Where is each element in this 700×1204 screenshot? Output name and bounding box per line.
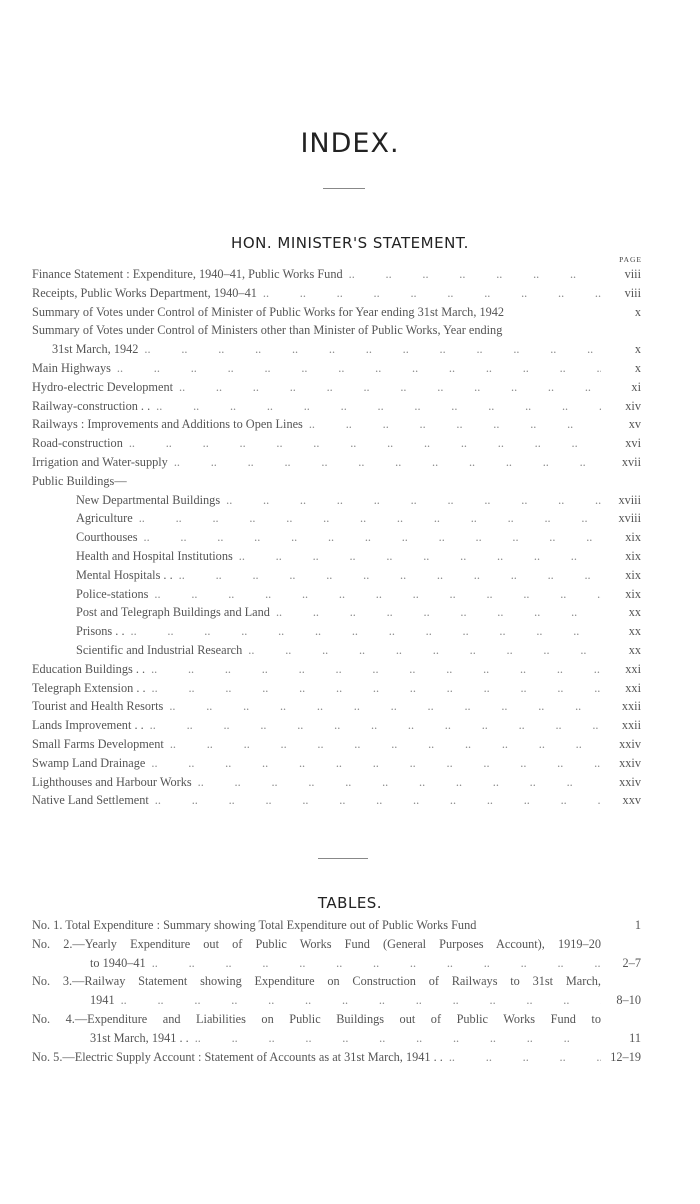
index-entry-label: Summary of Votes under Control of Minister of Public Works for Year ending 31st March, 1942 — [32, 304, 505, 319]
dot-leader — [145, 660, 601, 679]
table-entry-label: No. 5.—Electric Supply Account : Statement of Accounts as at 31st March, 1941 . . — [32, 1049, 443, 1064]
table-entry-label: 1941 — [90, 993, 115, 1008]
index-entry-page: xxi — [625, 661, 641, 676]
index-entry-label: Lands Improvement . . — [32, 718, 144, 733]
table-entry-label: No. 3.—Railway Statement showing Expenditure on Construction of Railways to 31st March, — [32, 974, 601, 989]
dot-leader — [115, 991, 601, 1010]
index-entry-page: xxiv — [619, 736, 641, 751]
index-entry — [32, 378, 641, 397]
dot-leader — [125, 622, 601, 641]
index-entry-page: xxii — [621, 699, 641, 714]
dot-leader — [270, 603, 601, 622]
index-entry — [32, 528, 641, 547]
index-entry — [32, 735, 641, 754]
index-entry — [32, 641, 641, 660]
index-entry-label: New Departmental Buildings — [76, 492, 221, 507]
dot-leader — [149, 791, 601, 810]
dot-leader — [150, 397, 601, 416]
minister-statement-heading: HON. MINISTER'S STATEMENT. — [231, 234, 469, 252]
index-entry-label: Lighthouses and Harbour Works — [32, 774, 192, 789]
index-entry — [32, 660, 641, 679]
index-entry — [32, 754, 641, 773]
table-entry-page: 1 — [634, 918, 641, 932]
index-entry-label: Hydro-electric Development — [32, 379, 174, 394]
table-entry-page: 12–19 — [610, 1049, 641, 1064]
dot-leader — [144, 716, 601, 735]
index-entry — [32, 265, 641, 284]
dot-leader — [145, 754, 601, 773]
table-entry — [32, 935, 641, 973]
tables-index — [32, 916, 641, 1066]
index-entry-label: Main Highways — [32, 360, 111, 375]
index-entry-label: Telegraph Extension . . — [32, 680, 146, 695]
index-entry — [32, 547, 641, 566]
title-divider — [323, 188, 365, 189]
dot-leader — [303, 415, 601, 434]
section-divider — [318, 858, 368, 859]
dot-leader — [173, 566, 601, 585]
dot-leader — [111, 359, 601, 378]
index-entry-page: xx — [628, 624, 641, 639]
index-entry-page: xvii — [621, 454, 641, 469]
dot-leader — [242, 641, 601, 660]
index-entry-page: viii — [624, 285, 641, 300]
index-entry — [32, 566, 641, 585]
index-entry-label: Courthouses — [76, 530, 138, 545]
dot-leader — [163, 697, 601, 716]
index-entry-page: xviii — [618, 511, 641, 526]
page-title: INDEX. — [300, 128, 400, 159]
table-entry — [32, 1010, 641, 1048]
dot-leader — [257, 284, 601, 303]
index-entry-label: Post and Telegraph Buildings and Land — [76, 605, 270, 620]
table-entry-page: 8–10 — [616, 993, 641, 1008]
index-entry-label: Tourist and Health Resorts — [32, 699, 164, 714]
dot-leader — [443, 1048, 601, 1067]
index-entry — [32, 716, 641, 735]
index-entry-page: xx — [628, 605, 641, 620]
dot-leader — [123, 434, 601, 453]
index-entry-page: xxiv — [619, 755, 641, 770]
index-entry-label: 31st March, 1942 — [52, 342, 139, 357]
index-entry — [32, 491, 641, 510]
index-entry — [32, 622, 641, 641]
index-entry — [32, 321, 641, 359]
table-entry-page: 11 — [629, 1030, 641, 1045]
index-entry-label: Scientific and Industrial Research — [76, 642, 243, 657]
index-entry-page: x — [634, 304, 641, 319]
minister-statement-index — [32, 265, 641, 810]
index-entry-label: Agriculture — [76, 511, 133, 526]
dot-leader — [148, 585, 601, 604]
dot-leader — [233, 547, 601, 566]
index-entry-label: Irrigation and Water-supply — [32, 454, 168, 469]
table-entry-label: to 1940–41 — [90, 955, 146, 970]
index-entry — [32, 284, 641, 303]
dot-leader — [192, 773, 601, 792]
index-entry-page: xvi — [625, 436, 641, 451]
tables-heading: TABLES. — [317, 894, 383, 912]
index-entry-page: xi — [631, 379, 641, 394]
table-entry — [32, 972, 641, 1010]
page-column-header: PAGE — [619, 255, 642, 264]
index-entry-label: Prisons . . — [76, 624, 125, 639]
dot-leader — [189, 1029, 601, 1048]
index-entry — [32, 773, 641, 792]
index-entry-label: Receipts, Public Works Department, 1940–41 — [32, 285, 257, 300]
index-entry — [32, 603, 641, 622]
index-entry-label: Swamp Land Drainage — [32, 755, 146, 770]
index-entry-label: Native Land Settlement — [32, 793, 149, 808]
table-entry-label: No. 1. Total Expenditure : Summary showing Total Expenditure out of Public Works Fund — [32, 918, 477, 932]
index-entry — [32, 434, 641, 453]
index-entry-page: xix — [625, 586, 641, 601]
dot-leader — [164, 735, 601, 754]
dot-leader — [220, 491, 601, 510]
dot-leader — [138, 340, 601, 359]
index-entry — [32, 509, 641, 528]
index-entry-page: xxi — [625, 680, 641, 695]
dot-leader — [146, 679, 601, 698]
table-entry-label: No. 4.—Expenditure and Liabilities on Public Buildings out of Public Works Fund to — [32, 1011, 601, 1026]
index-entry — [32, 697, 641, 716]
index-entry-page: viii — [624, 267, 641, 281]
table-entry-label: 31st March, 1941 . . — [90, 1030, 189, 1045]
index-entry-label: Road-construction — [32, 436, 123, 451]
dot-leader — [133, 509, 601, 528]
index-entry — [32, 791, 641, 810]
index-entry — [32, 585, 641, 604]
index-entry-page: xxiv — [619, 774, 641, 789]
index-entry-page: xiv — [625, 398, 641, 413]
index-entry-page: xix — [625, 530, 641, 545]
dot-leader — [168, 453, 601, 472]
index-entry — [32, 359, 641, 378]
index-entry-label: Mental Hospitals . . — [76, 567, 173, 582]
index-entry-label: Education Buildings . . — [32, 661, 146, 676]
index-entry-page: xx — [628, 642, 641, 657]
table-entry-page: 2–7 — [622, 955, 641, 970]
index-entry-label: Police-stations — [76, 586, 149, 601]
index-entry-label: Railway-construction . . — [32, 398, 151, 413]
index-entry-label: Health and Hospital Institutions — [76, 548, 233, 563]
index-entry-label: Finance Statement : Expenditure, 1940–41, Public Works Fund — [32, 267, 343, 281]
dot-leader — [173, 378, 601, 397]
index-entry-page: xv — [628, 417, 641, 432]
index-entry-page: x — [634, 360, 641, 375]
index-entry-page: xxv — [622, 793, 641, 808]
table-entry — [32, 916, 641, 935]
index-entry — [32, 303, 641, 322]
dot-leader — [138, 528, 602, 547]
index-entry-page: xix — [625, 567, 641, 582]
index-entry — [32, 453, 641, 472]
index-entry-label: Railways : Improvements and Additions to Open Lines — [32, 417, 303, 432]
dot-leader — [146, 954, 601, 973]
table-entry — [32, 1048, 641, 1067]
index-entry-page: xviii — [618, 492, 641, 507]
index-entry-label: Public Buildings— — [32, 473, 127, 488]
index-entry — [32, 472, 641, 491]
table-entry-label: No. 2.—Yearly Expenditure out of Public Works Fund (General Purposes Account), 1919–20 — [32, 936, 601, 951]
index-entry — [32, 679, 641, 698]
index-entry-page: x — [634, 342, 641, 357]
index-entry — [32, 397, 641, 416]
index-entry — [32, 415, 641, 434]
index-entry-page: xix — [625, 548, 641, 563]
index-entry-label: Summary of Votes under Control of Ministers other than Minister of Public Works, Year ending — [32, 323, 503, 338]
dot-leader — [343, 265, 601, 284]
index-entry-page: xxii — [621, 718, 641, 733]
index-entry-label: Small Farms Development — [32, 736, 164, 751]
